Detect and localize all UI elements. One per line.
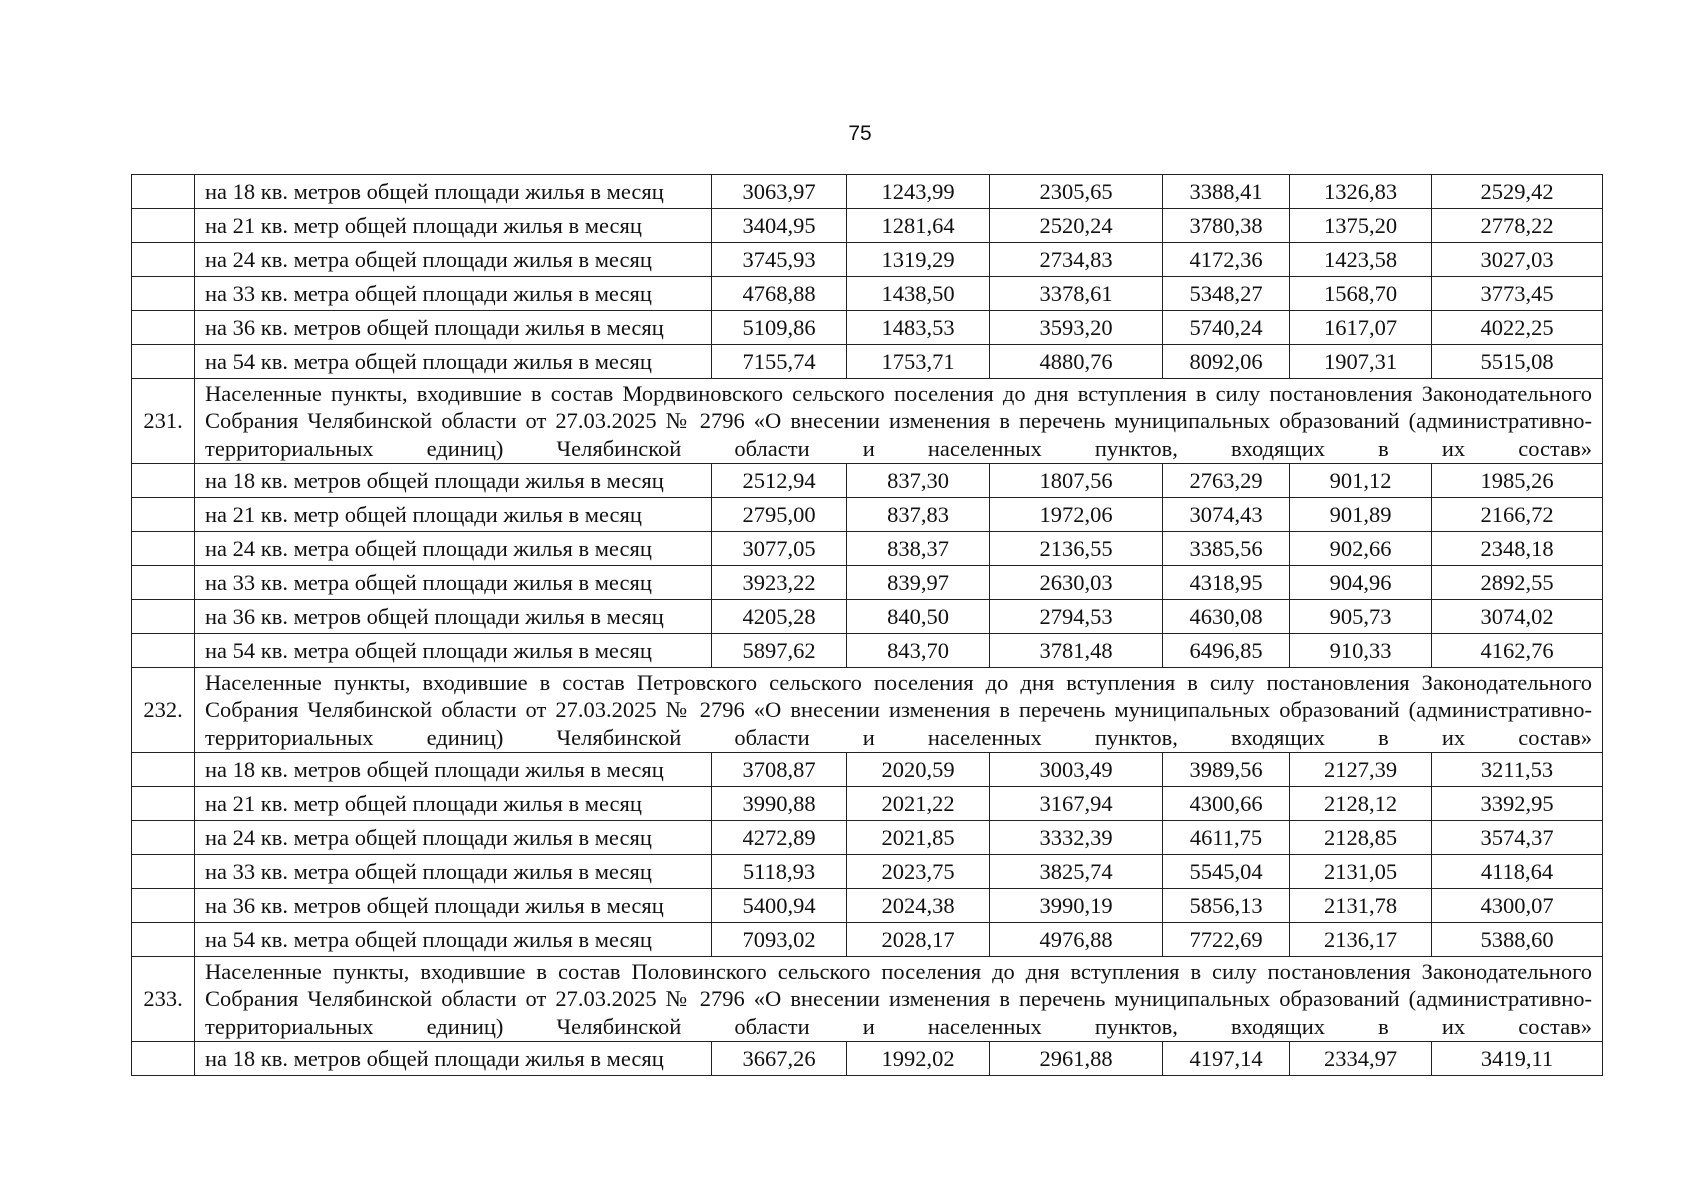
row-label: на 21 кв. метр общей площади жилья в месяц [195,209,712,243]
empty-index-cell [132,277,195,311]
table-row [132,243,1603,277]
value-cell: 2305,65 [990,175,1163,209]
empty-index-cell [132,634,195,668]
value-cell: 4768,88 [712,277,847,311]
empty-index-cell [132,498,195,532]
table-body [132,175,1603,1076]
row-label: на 54 кв. метра общей площади жилья в месяц [195,345,712,379]
value-cell: 3745,93 [712,243,847,277]
value-cell: 3825,74 [990,855,1163,889]
row-label: на 33 кв. метра общей площади жилья в месяц [195,566,712,600]
row-label: на 54 кв. метра общей площади жилья в месяц [195,923,712,957]
value-cell: 5545,04 [1163,855,1290,889]
value-cell: 8092,06 [1163,345,1290,379]
value-cell: 5740,24 [1163,311,1290,345]
value-cell: 2166,72 [1432,498,1603,532]
value-cell: 4272,89 [712,821,847,855]
value-cell: 5856,13 [1163,889,1290,923]
value-cell: 3388,41 [1163,175,1290,209]
empty-index-cell [132,889,195,923]
value-cell: 3027,03 [1432,243,1603,277]
value-cell: 2512,94 [712,464,847,498]
section-title: Населенные пункты, входившие в состав Половинского сельского поселения до дня вступления в силу постановления Законодательного Собрания Челябинской области от 27.03.2025 № 2796 «О внесении изменения в перечень муниципальных образований (административно-территориальных единиц) Челябинской области и населенных пунктов, входящих в их состав» [195,957,1603,1042]
value-cell: 2136,17 [1290,923,1432,957]
value-cell: 1423,58 [1290,243,1432,277]
value-cell: 5400,94 [712,889,847,923]
value-cell: 3392,95 [1432,787,1603,821]
row-label: на 33 кв. метра общей площади жилья в месяц [195,855,712,889]
table-row [132,855,1603,889]
empty-index-cell [132,753,195,787]
value-cell: 2023,75 [847,855,990,889]
value-cell: 4976,88 [990,923,1163,957]
table-row [132,532,1603,566]
value-cell: 2131,78 [1290,889,1432,923]
value-cell: 5118,93 [712,855,847,889]
empty-index-cell [132,532,195,566]
empty-index-cell [132,821,195,855]
value-cell: 4118,64 [1432,855,1603,889]
value-cell: 1326,83 [1290,175,1432,209]
value-cell: 3419,11 [1432,1042,1603,1076]
value-cell: 910,33 [1290,634,1432,668]
value-cell: 3378,61 [990,277,1163,311]
value-cell: 2021,85 [847,821,990,855]
value-cell: 3074,02 [1432,600,1603,634]
value-cell: 1972,06 [990,498,1163,532]
value-cell: 838,37 [847,532,990,566]
value-cell: 3990,88 [712,787,847,821]
value-cell: 840,50 [847,600,990,634]
value-cell: 1807,56 [990,464,1163,498]
value-cell: 3990,19 [990,889,1163,923]
value-cell: 1281,64 [847,209,990,243]
empty-index-cell [132,855,195,889]
value-cell: 901,12 [1290,464,1432,498]
value-cell: 4022,25 [1432,311,1603,345]
row-label: на 36 кв. метров общей площади жилья в месяц [195,311,712,345]
value-cell: 5515,08 [1432,345,1603,379]
row-label: на 24 кв. метра общей площади жилья в месяц [195,532,712,566]
empty-index-cell [132,923,195,957]
row-label: на 18 кв. метров общей площади жилья в месяц [195,753,712,787]
value-cell: 4197,14 [1163,1042,1290,1076]
section-header-row [132,957,1603,1042]
empty-index-cell [132,209,195,243]
value-cell: 1617,07 [1290,311,1432,345]
table-row [132,821,1603,855]
value-cell: 2024,38 [847,889,990,923]
value-cell: 2334,97 [1290,1042,1432,1076]
empty-index-cell [132,311,195,345]
value-cell: 843,70 [847,634,990,668]
value-cell: 905,73 [1290,600,1432,634]
value-cell: 1992,02 [847,1042,990,1076]
value-cell: 5897,62 [712,634,847,668]
table-row [132,566,1603,600]
value-cell: 837,30 [847,464,990,498]
value-cell: 1985,26 [1432,464,1603,498]
table-row [132,889,1603,923]
value-cell: 3923,22 [712,566,847,600]
row-label: на 18 кв. метров общей площади жилья в месяц [195,175,712,209]
row-label: на 18 кв. метров общей площади жилья в месяц [195,1042,712,1076]
value-cell: 4300,66 [1163,787,1290,821]
value-cell: 1243,99 [847,175,990,209]
value-cell: 2529,42 [1432,175,1603,209]
empty-index-cell [132,566,195,600]
value-cell: 2795,00 [712,498,847,532]
empty-index-cell [132,1042,195,1076]
value-cell: 901,89 [1290,498,1432,532]
value-cell: 3708,87 [712,753,847,787]
table-row [132,345,1603,379]
value-cell: 2127,39 [1290,753,1432,787]
empty-index-cell [132,600,195,634]
value-cell: 2021,22 [847,787,990,821]
value-cell: 2961,88 [990,1042,1163,1076]
value-cell: 2348,18 [1432,532,1603,566]
section-index: 233. [132,957,195,1042]
value-cell: 2892,55 [1432,566,1603,600]
value-cell: 5388,60 [1432,923,1603,957]
row-label: на 54 кв. метра общей площади жилья в месяц [195,634,712,668]
table-row [132,753,1603,787]
value-cell: 837,83 [847,498,990,532]
value-cell: 4611,75 [1163,821,1290,855]
row-label: на 21 кв. метр общей площади жилья в месяц [195,787,712,821]
value-cell: 1753,71 [847,345,990,379]
table-row [132,923,1603,957]
value-cell: 2128,12 [1290,787,1432,821]
value-cell: 1375,20 [1290,209,1432,243]
value-cell: 3667,26 [712,1042,847,1076]
value-cell: 2520,24 [990,209,1163,243]
value-cell: 3077,05 [712,532,847,566]
table-row [132,175,1603,209]
row-label: на 18 кв. метров общей площади жилья в месяц [195,464,712,498]
row-label: на 36 кв. метров общей площади жилья в месяц [195,889,712,923]
value-cell: 3404,95 [712,209,847,243]
empty-index-cell [132,787,195,821]
row-label: на 36 кв. метров общей площади жилья в месяц [195,600,712,634]
value-cell: 3593,20 [990,311,1163,345]
value-cell: 1483,53 [847,311,990,345]
value-cell: 4318,95 [1163,566,1290,600]
row-label: на 33 кв. метра общей площади жилья в месяц [195,277,712,311]
value-cell: 7722,69 [1163,923,1290,957]
value-cell: 3063,97 [712,175,847,209]
value-cell: 5348,27 [1163,277,1290,311]
value-cell: 2734,83 [990,243,1163,277]
value-cell: 3780,38 [1163,209,1290,243]
empty-index-cell [132,175,195,209]
row-label: на 24 кв. метра общей площади жилья в месяц [195,243,712,277]
value-cell: 902,66 [1290,532,1432,566]
value-cell: 2630,03 [990,566,1163,600]
tariff-table [131,174,1603,1076]
value-cell: 3003,49 [990,753,1163,787]
value-cell: 3989,56 [1163,753,1290,787]
value-cell: 3773,45 [1432,277,1603,311]
section-title: Населенные пункты, входившие в состав Мордвиновского сельского поселения до дня вступления в силу постановления Законодательного Собрания Челябинской области от 27.03.2025 № 2796 «О внесении изменения в перечень муниципальных образований (административно-территориальных единиц) Челябинской области и населенных пунктов, входящих в их состав» [195,379,1603,464]
section-index: 232. [132,668,195,753]
table-row [132,209,1603,243]
value-cell: 2136,55 [990,532,1163,566]
value-cell: 2028,17 [847,923,990,957]
value-cell: 3074,43 [1163,498,1290,532]
section-title: Населенные пункты, входившие в состав Петровского сельского поселения до дня вступления в силу постановления Законодательного Собрания Челябинской области от 27.03.2025 № 2796 «О внесении изменения в перечень муниципальных образований (административно-территориальных единиц) Челябинской области и населенных пунктов, входящих в их состав» [195,668,1603,753]
page-number: 75 [848,122,872,145]
value-cell: 3781,48 [990,634,1163,668]
table-row [132,787,1603,821]
value-cell: 4630,08 [1163,600,1290,634]
value-cell: 3332,39 [990,821,1163,855]
row-label: на 24 кв. метра общей площади жилья в месяц [195,821,712,855]
value-cell: 6496,85 [1163,634,1290,668]
value-cell: 7093,02 [712,923,847,957]
section-index: 231. [132,379,195,464]
value-cell: 2778,22 [1432,209,1603,243]
empty-index-cell [132,243,195,277]
value-cell: 1438,50 [847,277,990,311]
value-cell: 3385,56 [1163,532,1290,566]
value-cell: 1568,70 [1290,277,1432,311]
value-cell: 904,96 [1290,566,1432,600]
empty-index-cell [132,345,195,379]
value-cell: 2020,59 [847,753,990,787]
value-cell: 2763,29 [1163,464,1290,498]
section-header-row [132,379,1603,464]
value-cell: 4172,36 [1163,243,1290,277]
value-cell: 1319,29 [847,243,990,277]
value-cell: 3167,94 [990,787,1163,821]
value-cell: 4205,28 [712,600,847,634]
empty-index-cell [132,464,195,498]
table-row [132,277,1603,311]
value-cell: 4880,76 [990,345,1163,379]
value-cell: 1907,31 [1290,345,1432,379]
value-cell: 839,97 [847,566,990,600]
value-cell: 7155,74 [712,345,847,379]
table-row [132,1042,1603,1076]
value-cell: 5109,86 [712,311,847,345]
section-header-row [132,668,1603,753]
value-cell: 4162,76 [1432,634,1603,668]
value-cell: 2128,85 [1290,821,1432,855]
value-cell: 4300,07 [1432,889,1603,923]
value-cell: 3574,37 [1432,821,1603,855]
value-cell: 2131,05 [1290,855,1432,889]
table-row [132,600,1603,634]
value-cell: 3211,53 [1432,753,1603,787]
table-row [132,464,1603,498]
value-cell: 2794,53 [990,600,1163,634]
table-row [132,634,1603,668]
table-row [132,498,1603,532]
row-label: на 21 кв. метр общей площади жилья в месяц [195,498,712,532]
table-row [132,311,1603,345]
